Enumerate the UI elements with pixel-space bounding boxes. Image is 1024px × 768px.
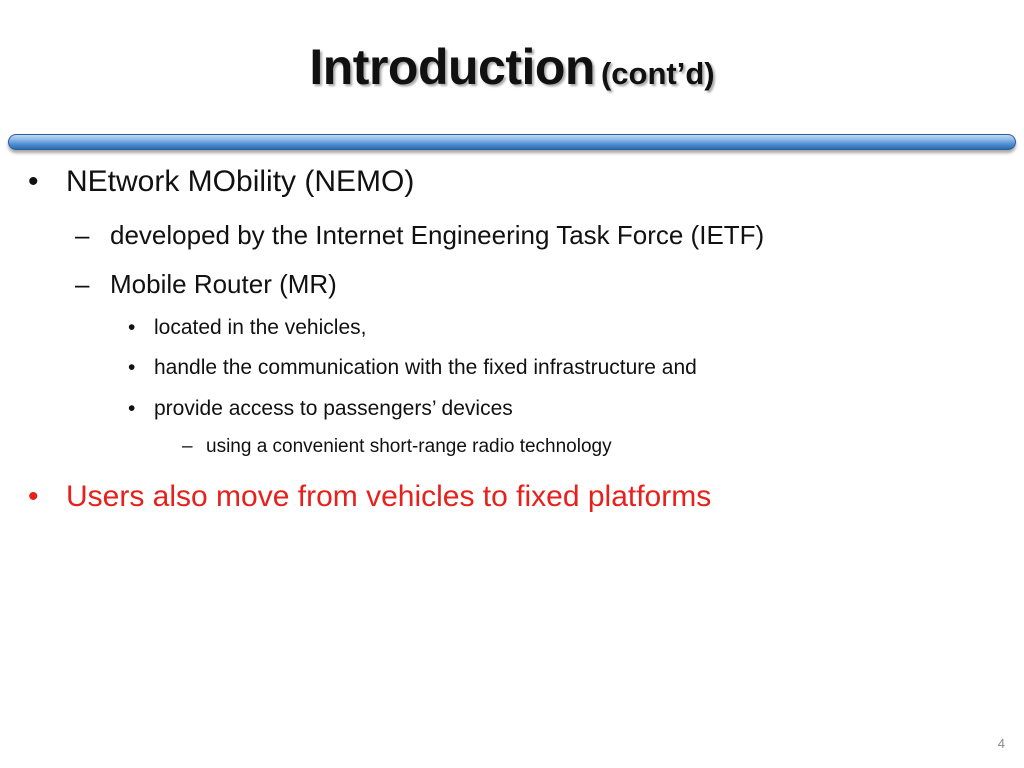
bullet-text: Users also move from vehicles to fixed platforms [66,480,712,513]
bullet-marker: • [128,316,136,339]
bullet-marker: • [28,480,39,513]
title-main: Introduction [309,39,595,95]
sub-item-text: developed by the Internet Engineering Task Force (IETF) [110,220,765,250]
bullet-text: NEtwork MObility (NEMO) [66,165,415,198]
dash-marker: – [182,436,193,457]
sub-item-text: Mobile Router (MR) [110,269,337,299]
title-suffix: (cont’d) [600,56,715,91]
dash-marker: – [75,220,90,250]
sub-sub-item-text: provide access to passengers’ devices [154,397,513,420]
bullet-marker: • [128,397,136,420]
fourth-level-item-text: using a convenient short-range radio technology [206,436,612,457]
sub-sub-item-text: handle the communication with the fixed infrastructure and [154,356,697,379]
page-number: 4 [997,736,1005,751]
bullet-marker: • [28,165,39,198]
dash-marker: – [75,269,90,299]
sub-sub-item-text: located in the vehicles, [154,316,367,339]
bullet-marker: • [128,356,136,379]
